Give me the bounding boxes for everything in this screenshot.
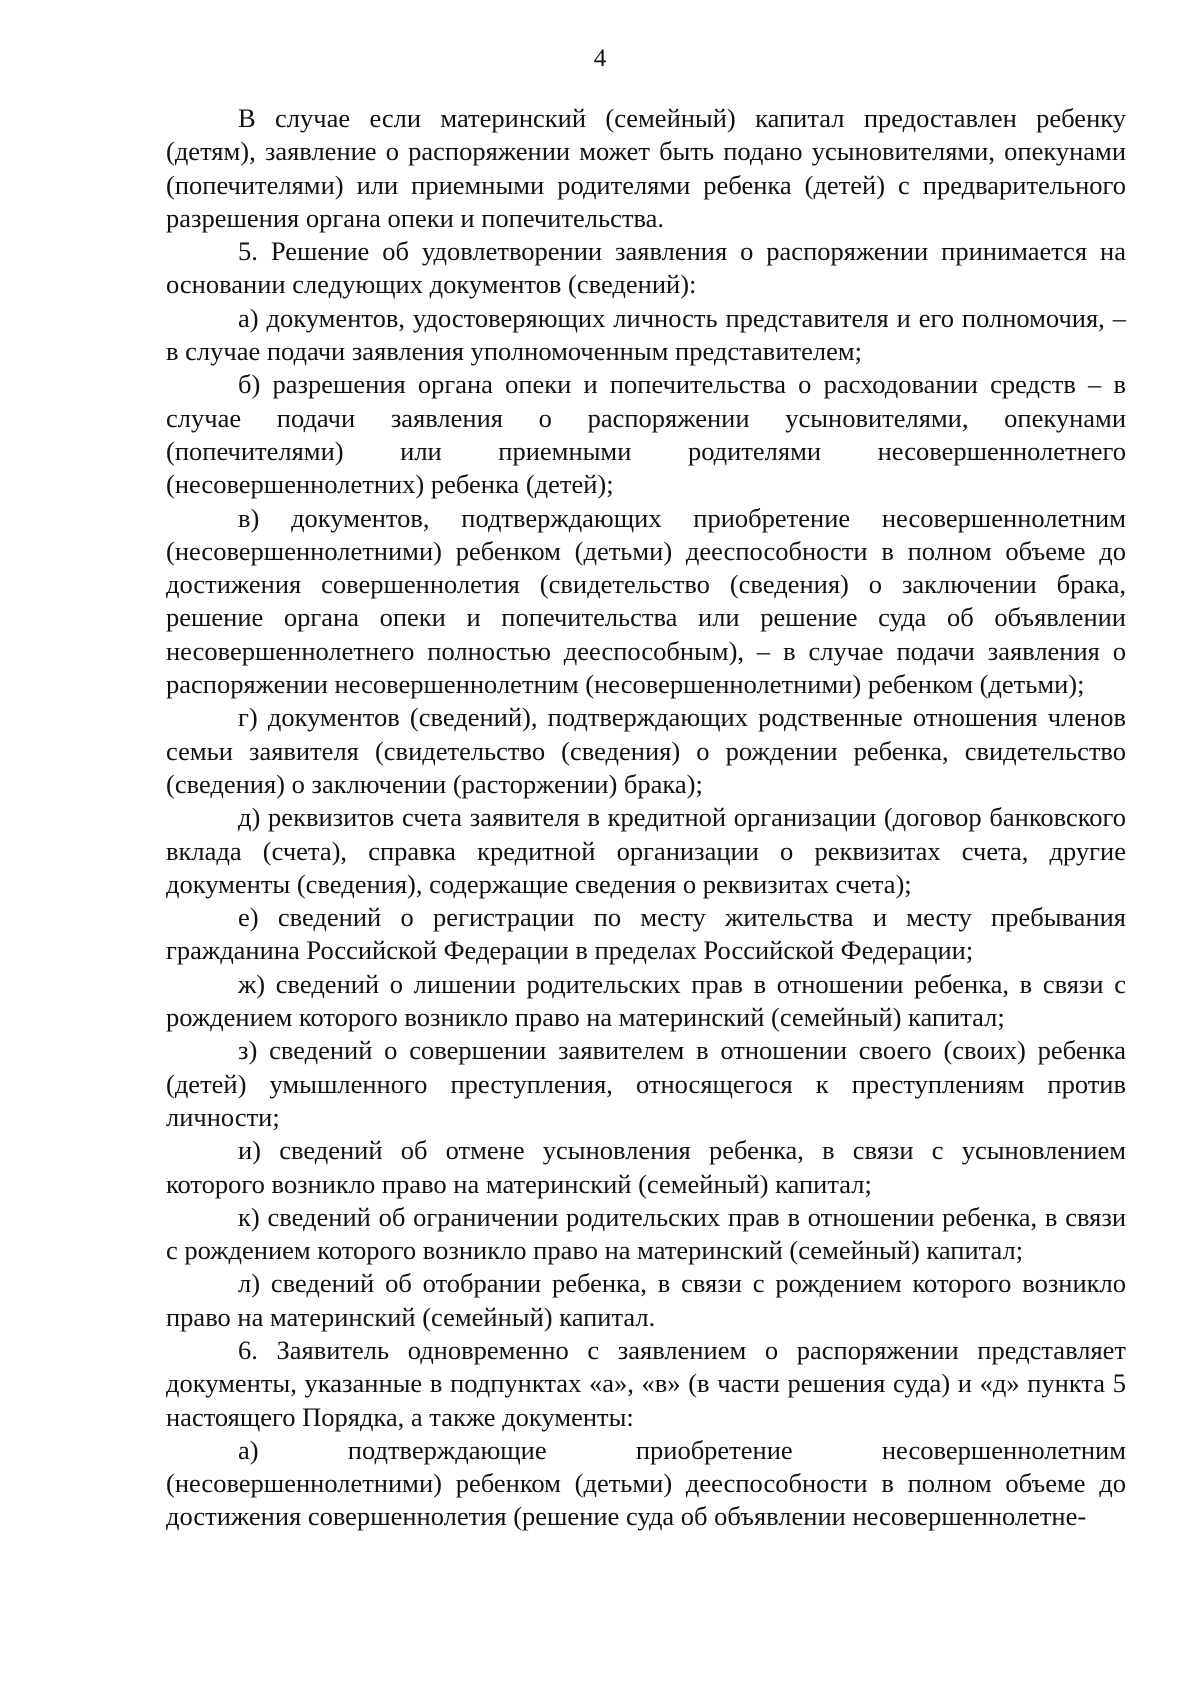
- paragraph-subitem-a: а) документов, удостоверяющих личность представителя и его полномочия, – в случае подачи заявления уполномоченным представителем;: [166, 302, 1126, 367]
- page-number: 4: [593, 45, 607, 72]
- paragraph-item-6-subitem-a: а) подтверждающие приобретение несовершеннолетним (несовершеннолетними) ребенком (детьми) дееспособности в полном объеме до достижения совершеннолетия (решение суда об объявлении несовершеннолетне-: [166, 1434, 1126, 1532]
- paragraph-item-6: 6. Заявитель одновременно с заявлением о распоряжении представляет документы, указанные в подпунктах «а», «в» (в части решения суда) и «д» пункта 5 настоящего Порядка, а также документы:: [166, 1334, 1126, 1432]
- paragraph-subitem-v: в) документов, подтверждающих приобретение несовершеннолетним (несовершеннолетними) ребенком (детьми) дееспособности в полном объеме до достижения совершеннолетия (свидетельство (сведения) о заключении брака, решение органа опеки и попечительства или решение суда об объявлении несовершеннолетнего полностью дееспособным), – в случае подачи заявления о распоряжении несовершеннолетним (несовершеннолетними) ребенком (детьми);: [166, 502, 1126, 700]
- paragraph-subitem-z: з) сведений о совершении заявителем в отношении своего (своих) ребенка (детей) умышленного преступления, относящегося к преступлениям против личности;: [166, 1035, 1126, 1132]
- body-text: [166, 102, 1126, 1534]
- paragraph-item-5: 5. Решение об удовлетворении заявления о распоряжении принимается на основании следующих документов (сведений):: [166, 236, 1126, 300]
- paragraph-subitem-g: г) документов (сведений), подтверждающих родственные отношения членов семьи заявителя (свидетельство (сведения) о рождении ребенка, свидетельство (сведения) о заключении (расторжении) брака);: [166, 702, 1126, 799]
- paragraph-subitem-zh: ж) сведений о лишении родительских прав в отношении ребенка, в связи с рождением которого возникло право на материнский (семейный) капитал;: [166, 968, 1126, 1033]
- paragraph-subitem-i: и) сведений об отмене усыновления ребенка, в связи с усыновлением которого возникло право на материнский (семейный) капитал;: [166, 1135, 1126, 1199]
- paragraph-subitem-k: к) сведений об ограничении родительских прав в отношении ребенка, в связи с рождением которого возникло право на материнский (семейный) капитал;: [166, 1201, 1126, 1266]
- paragraph-intro: В случае если материнский (семейный) капитал предоставлен ребенку (детям), заявление о распоряжении может быть подано усыновителями, опекунами (попечителями) или приемными родителями ребенка (детей) с предварительного разрешения органа опеки и попечительства.: [166, 103, 1126, 233]
- paragraph-subitem-b: б) разрешения органа опеки и попечительства о расходовании средств – в случае подачи заявления о распоряжении усыновителями, опекунами (попечителями) или приемными родителями несовершеннолетнего (несовершеннолетних) ребенка (детей);: [166, 369, 1126, 500]
- paragraph-subitem-e: е) сведений о регистрации по месту жительства и месту пребывания гражданина Российской Федерации в пределах Российской Федерации;: [166, 902, 1126, 966]
- paragraph-subitem-d: д) реквизитов счета заявителя в кредитной организации (договор банковского вклада (счета), справка кредитной организации о реквизитах счета, другие документы (сведения), содержащие сведения о реквизитах счета);: [166, 802, 1126, 899]
- paragraph-subitem-l: л) сведений об отобрании ребенка, в связи с рождением которого возникло право на материнский (семейный) капитал.: [166, 1268, 1126, 1332]
